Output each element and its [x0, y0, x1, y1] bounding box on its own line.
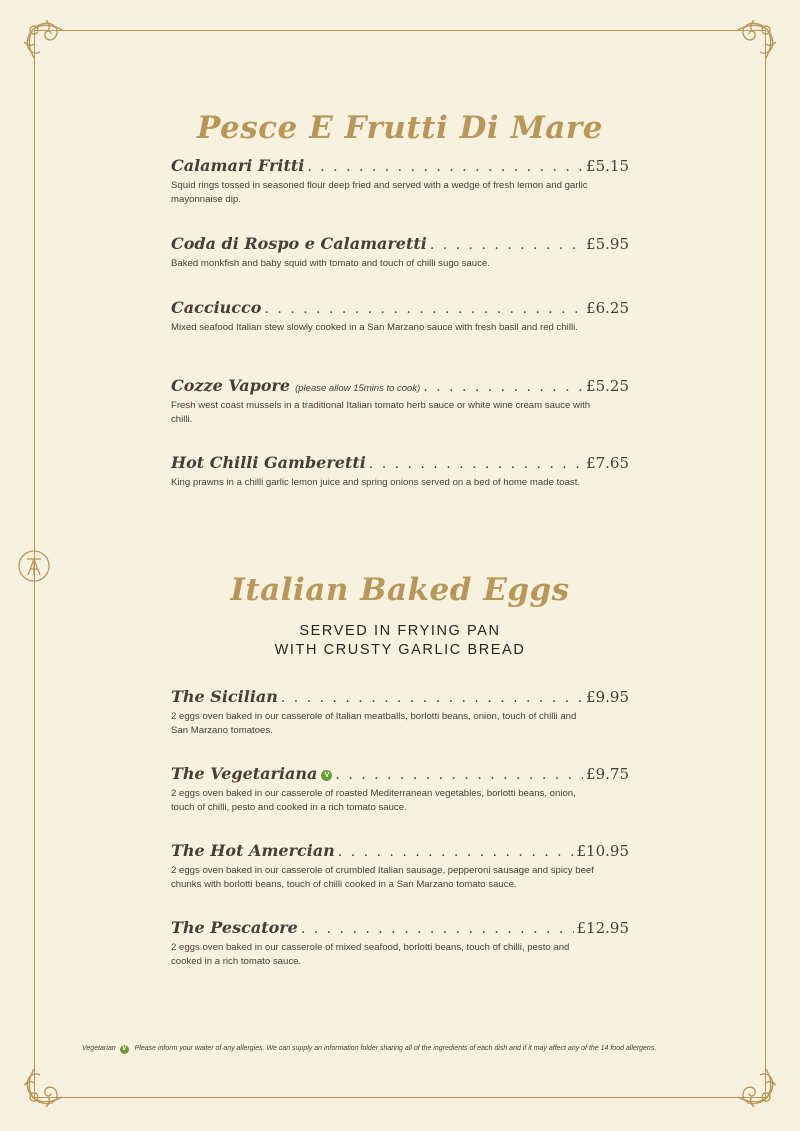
- item-description: Squid rings tossed in seasoned flour deep fried and served with a wedge of fresh lemon and garlic mayonnaise dip.: [171, 180, 588, 205]
- menu-item: [171, 453, 629, 490]
- item-price: £10.95: [576, 842, 629, 860]
- menu-item: [171, 841, 629, 892]
- item-price: £9.75: [586, 765, 629, 783]
- section-title-pesce: Pesce E Frutti Di Mare: [197, 110, 603, 146]
- item-description: 2 eggs oven baked in our casserole of mixed seafood, borlotti beans, touch of chilli, pesto and cooked in a rich tomato sauce.: [171, 942, 570, 967]
- item-name: Cacciucco: [171, 298, 262, 317]
- section-subtitle-line1: SERVED IN FRYING PAN: [299, 623, 501, 639]
- ornament-flourish-icon: [722, 14, 782, 74]
- dot-leader: [423, 379, 583, 395]
- menu-item: [171, 156, 629, 207]
- item-description: King prawns in a chilli garlic lemon juice and spring onions served on a bed of home made toast.: [171, 477, 581, 488]
- menu-item: [171, 764, 629, 815]
- dot-leader: [281, 690, 583, 706]
- ornament-flourish-icon: [18, 14, 78, 74]
- vegetarian-badge-icon: V: [120, 1045, 129, 1054]
- item-description: 2 eggs oven baked in our casserole of Italian meatballs, borlotti beans, onion, touch of chilli and San Marzano tomatoes.: [171, 711, 577, 736]
- dot-leader: [307, 159, 583, 175]
- menu-item: [171, 234, 629, 271]
- item-name: Hot Chilli Gamberetti: [171, 453, 366, 472]
- item-price: £6.25: [586, 299, 629, 317]
- dot-leader: [264, 301, 583, 317]
- ornament-flourish-icon: [18, 1053, 78, 1113]
- vegetarian-badge-icon: V: [321, 770, 332, 781]
- menu-item: [171, 687, 629, 738]
- vegetarian-legend-label: Vegetarian: [82, 1045, 116, 1052]
- allergy-notice: Please inform your waiter of any allergies. We can supply an information folder sharing all of the ingredients of each dish and if it may affect any of the 14 food allergens.: [134, 1045, 657, 1052]
- item-name: The Vegetariana: [171, 764, 318, 783]
- item-description: 2 eggs oven baked in our casserole of crumbled Italian sausage, pepperoni sausage and spicy beef chunks with borlotti beans, touch of chilli cooked in a San Marzano tomato sauce.: [171, 865, 594, 890]
- item-price: £5.25: [586, 377, 629, 395]
- section-title-baked-eggs: Italian Baked Eggs: [230, 572, 570, 608]
- item-price: £5.95: [586, 235, 629, 253]
- menu-item: [171, 918, 629, 969]
- item-price: £9.95: [586, 688, 629, 706]
- item-name: Calamari Fritti: [171, 156, 305, 175]
- item-name: Cozze Vapore: [171, 376, 291, 395]
- item-description: Fresh west coast mussels in a traditional Italian tomato herb sauce or white wine cream sauce with chilli.: [171, 400, 591, 425]
- item-description: Mixed seafood Italian stew slowly cooked in a San Marzano sauce with fresh basil and red chilli.: [171, 322, 578, 333]
- item-price: £7.65: [586, 454, 629, 472]
- item-price: £5.15: [586, 157, 629, 175]
- item-price: £12.95: [576, 919, 629, 937]
- item-name: The Pescatore: [171, 918, 298, 937]
- dot-leader: [335, 767, 583, 783]
- item-name: The Hot Amercian: [171, 841, 335, 860]
- item-name: The Sicilian: [171, 687, 278, 706]
- item-note: (please allow 15mins to cook): [295, 383, 421, 394]
- item-description: Baked monkfish and baby squid with tomato and touch of chilli sugo sauce.: [171, 258, 490, 269]
- menu-item: [171, 376, 629, 427]
- allergy-footer: [82, 1045, 742, 1054]
- dot-leader: [430, 237, 583, 253]
- section-subtitle-line2: WITH CRUSTY GARLIC BREAD: [274, 642, 526, 658]
- menu-item: [171, 298, 629, 335]
- ornament-flourish-icon: [722, 1053, 782, 1113]
- dot-leader: [369, 456, 583, 472]
- dot-leader: [338, 844, 574, 860]
- dot-leader: [301, 921, 574, 937]
- item-name: Coda di Rospo e Calamaretti: [171, 234, 427, 253]
- item-description: 2 eggs oven baked in our casserole of roasted Mediterranean vegetables, borlotti beans, onion, touch of chilli, pesto and cooked in a rich tomato sauce.: [171, 788, 576, 813]
